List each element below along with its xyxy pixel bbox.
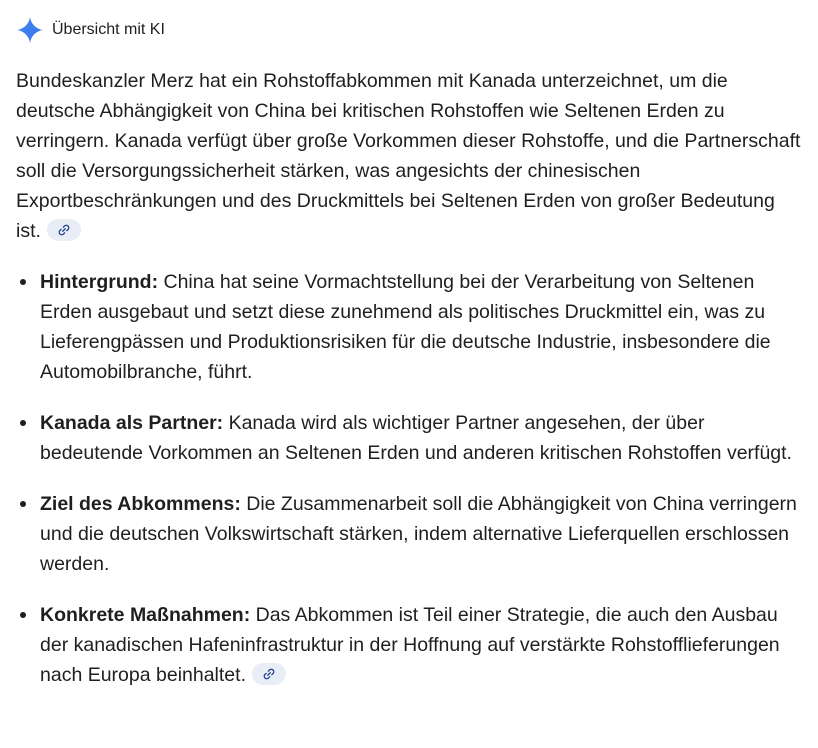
key-points-list xyxy=(16,267,802,690)
list-item xyxy=(16,489,802,579)
source-link-chip[interactable] xyxy=(47,219,81,241)
intro-text: Bundeskanzler Merz hat ein Rohstoffabkommen mit Kanada unterzeichnet, um die deutsche Abhängigkeit von China bei kritischen Rohstoffen wie Seltenen Erden zu verringern. Kanada verfügt über große Vorkommen dieser Rohstoffe, und die Partnerschaft soll die Versorgungssicherheit stärken, was angesichts der chinesischen Exportbeschränkungen und des Druckmittels bei Seltenen Erden von großer Bedeutung ist. xyxy=(16,70,801,242)
list-item-text: Die Zusammenarbeit soll die Abhängigkeit von China verringern und die deutschen Volkswirtschaft stärken, indem alternative Lieferquellen erschlossen werden. xyxy=(40,493,797,575)
list-item-title: Kanada als Partner: xyxy=(40,412,224,434)
list-item-text: Das Abkommen ist Teil einer Strategie, die auch den Ausbau der kanadischen Hafeninfrastruktur in der Hoffnung auf verstärkte Rohstofflieferungen nach Europa beinhaltet. xyxy=(40,604,780,686)
list-item-title: Hintergrund: xyxy=(40,271,159,293)
list-item-title: Konkrete Maßnahmen: xyxy=(40,604,251,626)
list-item-text: Kanada wird als wichtiger Partner angesehen, der über bedeutende Vorkommen an Seltenen Erden und anderen kritischen Rohstoffen verfügt. xyxy=(40,412,792,464)
ai-overview-title: Übersicht mit KI xyxy=(52,21,165,38)
link-icon xyxy=(262,667,276,681)
list-item xyxy=(16,267,802,387)
sparkle-icon xyxy=(16,16,44,44)
list-item xyxy=(16,600,802,690)
ai-overview-header xyxy=(16,14,802,46)
list-item xyxy=(16,408,802,468)
list-item-text: China hat seine Vormachtstellung bei der Verarbeitung von Seltenen Erden ausgebaut und setzt diese zunehmend als politisches Druckmittel ein, was zu Lieferengpässen und Produktionsrisiken für die deutsche Industrie, insbesondere die Automobilbranche, führt. xyxy=(40,271,771,383)
intro-paragraph xyxy=(16,66,802,246)
list-item-title: Ziel des Abkommens: xyxy=(40,493,241,515)
link-icon xyxy=(57,223,71,237)
source-link-chip[interactable] xyxy=(252,663,286,685)
